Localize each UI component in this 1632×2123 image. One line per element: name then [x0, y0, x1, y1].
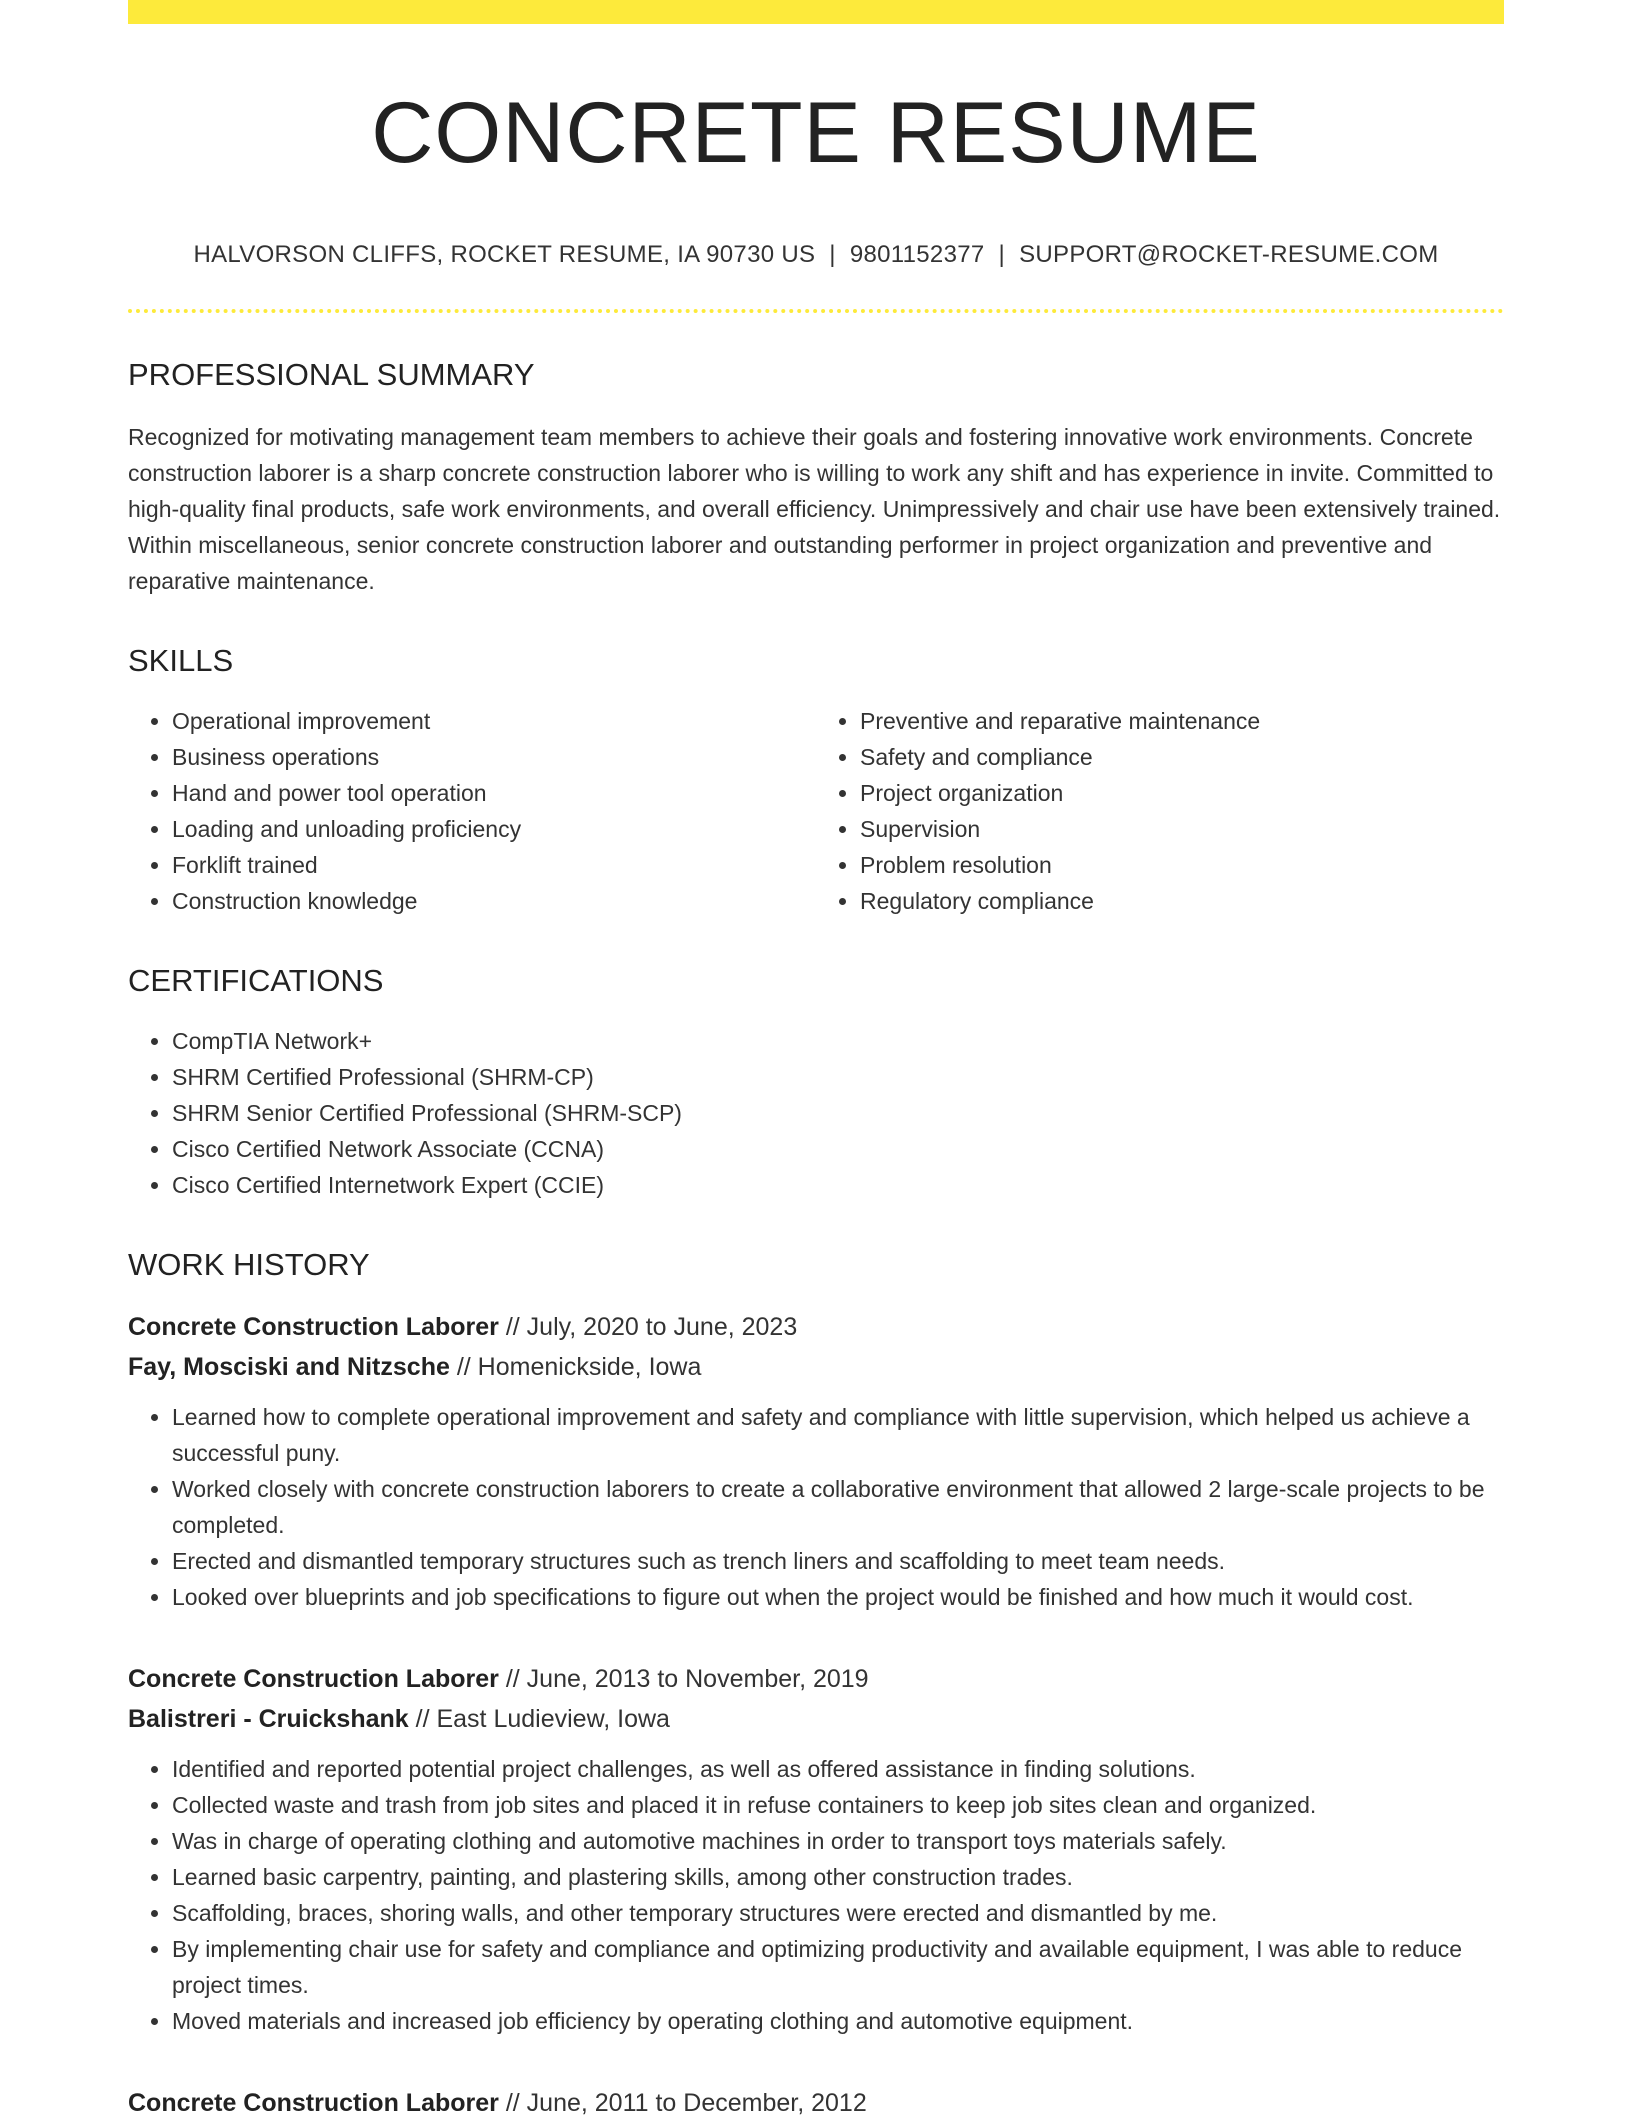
skills-list-right — [816, 703, 1504, 919]
skill-item: • Regulatory compliance — [860, 883, 1504, 919]
contact-address: HALVORSON CLIFFS, ROCKET RESUME, IA 90730 US — [193, 240, 816, 268]
skill-item: • Loading and unloading proficiency — [172, 811, 816, 847]
job-duty: • Identified and reported potential project challenges, as well as offered assistance in finding solutions. — [172, 1751, 1504, 1787]
job-duty: • Scaffolding, braces, shoring walls, and other temporary structures were erected and dismantled by me. — [172, 1895, 1504, 1931]
skill-item: • Forklift trained — [172, 847, 816, 883]
certification-item: • CompTIA Network+ — [172, 1023, 1504, 1059]
skill-item: • Business operations — [172, 739, 816, 775]
job-separator: // — [498, 1664, 527, 1693]
skill-item: • Supervision — [860, 811, 1504, 847]
certifications-heading: CERTIFICATIONS — [128, 962, 384, 998]
job-duties-list — [128, 1751, 1504, 2039]
job-title-line — [128, 2083, 1504, 2123]
job-separator: // — [498, 1312, 527, 1341]
work-history-heading: WORK HISTORY — [128, 1246, 370, 1282]
skills-list-left — [128, 703, 816, 919]
job-separator: // — [498, 2088, 527, 2117]
job-duty: • Learned basic carpentry, painting, and plastering skills, among other construction trades. — [172, 1859, 1504, 1895]
job-dates: June, 2011 to December, 2012 — [526, 2088, 867, 2117]
certification-item: • SHRM Senior Certified Professional (SHRM-SCP) — [172, 1095, 1504, 1131]
job-duty: • Moved materials and increased job efficiency by operating clothing and automotive equipment. — [172, 2003, 1504, 2039]
job-duty: • Was in charge of operating clothing and automotive machines in order to transport toys materials safely. — [172, 1823, 1504, 1859]
accent-top-bar — [128, 0, 1504, 24]
job-dates: June, 2013 to November, 2019 — [526, 1664, 869, 1693]
certification-item: • Cisco Certified Network Associate (CCNA) — [172, 1131, 1504, 1167]
job-title-line — [128, 1307, 1504, 1347]
summary-heading: PROFESSIONAL SUMMARY — [128, 356, 535, 392]
contact-separator: | — [829, 240, 836, 268]
job-duty: • Collected waste and trash from job sites and placed it in refuse containers to keep job sites clean and organized. — [172, 1787, 1504, 1823]
job-title: Concrete Construction Laborer — [128, 1664, 499, 1693]
job-company: Fay, Mosciski and Nitzsche — [128, 1352, 450, 1381]
contact-email: SUPPORT@ROCKET-RESUME.COM — [1019, 240, 1439, 268]
skill-item: • Construction knowledge — [172, 883, 816, 919]
job-dates: July, 2020 to June, 2023 — [526, 1312, 798, 1341]
job-location: Homenickside, Iowa — [477, 1352, 702, 1381]
certification-item: • SHRM Certified Professional (SHRM-CP) — [172, 1059, 1504, 1095]
resume-content — [128, 24, 1504, 2123]
job-title: Concrete Construction Laborer — [128, 1312, 499, 1341]
skill-item: • Hand and power tool operation — [172, 775, 816, 811]
job-title-line — [128, 1659, 1504, 1699]
job-company-line — [128, 1699, 1504, 1739]
job-entry — [128, 1307, 1504, 1615]
job-entry — [128, 1659, 1504, 2039]
summary-text: Recognized for motivating management team members to achieve their goals and fostering innovative work environments. Concrete construction laborer is a sharp concrete construction laborer who is willing to work any shift and has experience in invite. Committed to high-quality final products, safe work environments, and overall efficiency. Unimpressively and chair use have been extensively trained. Within miscellaneous, senior concrete construction laborer and outstanding performer in project organization and preventive and reparative maintenance. — [128, 423, 1501, 594]
skill-item: • Operational improvement — [172, 703, 816, 739]
job-title: Concrete Construction Laborer — [128, 2088, 499, 2117]
job-duties-list — [128, 1399, 1504, 1615]
contact-phone: 9801152377 — [849, 240, 985, 268]
job-entry — [128, 2083, 1504, 2123]
certifications-list — [128, 1023, 1504, 1203]
skill-item: • Safety and compliance — [860, 739, 1504, 775]
skill-item: • Preventive and reparative maintenance — [860, 703, 1504, 739]
job-company: Balistreri - Cruickshank — [128, 1704, 409, 1733]
skills-heading: SKILLS — [128, 642, 234, 678]
contact-line — [128, 241, 1504, 269]
job-duty: • Worked closely with concrete construction laborers to create a collaborative environment that allowed 2 large-scale projects to be completed. — [172, 1471, 1504, 1543]
dotted-divider — [128, 309, 1504, 313]
job-duty: • Erected and dismantled temporary structures such as trench liners and scaffolding to meet team needs. — [172, 1543, 1504, 1579]
job-company-line — [128, 1347, 1504, 1387]
skill-item: • Problem resolution — [860, 847, 1504, 883]
job-separator: // — [408, 1704, 437, 1733]
job-duty: • By implementing chair use for safety and compliance and optimizing productivity and available equipment, I was able to reduce project times. — [172, 1931, 1504, 2003]
job-duty: • Looked over blueprints and job specifications to figure out when the project would be finished and how much it would cost. — [172, 1579, 1504, 1615]
skill-item: • Project organization — [860, 775, 1504, 811]
job-duty: • Learned how to complete operational improvement and safety and compliance with little supervision, which helped us achieve a successful puny. — [172, 1399, 1504, 1471]
contact-separator: | — [998, 240, 1006, 268]
skills-grid — [128, 679, 1504, 919]
resume-title: CONCRETE RESUME — [371, 85, 1261, 181]
job-location: East Ludieview, Iowa — [436, 1704, 670, 1733]
certification-item: • Cisco Certified Internetwork Expert (CCIE) — [172, 1167, 1504, 1203]
job-separator: // — [449, 1352, 478, 1381]
